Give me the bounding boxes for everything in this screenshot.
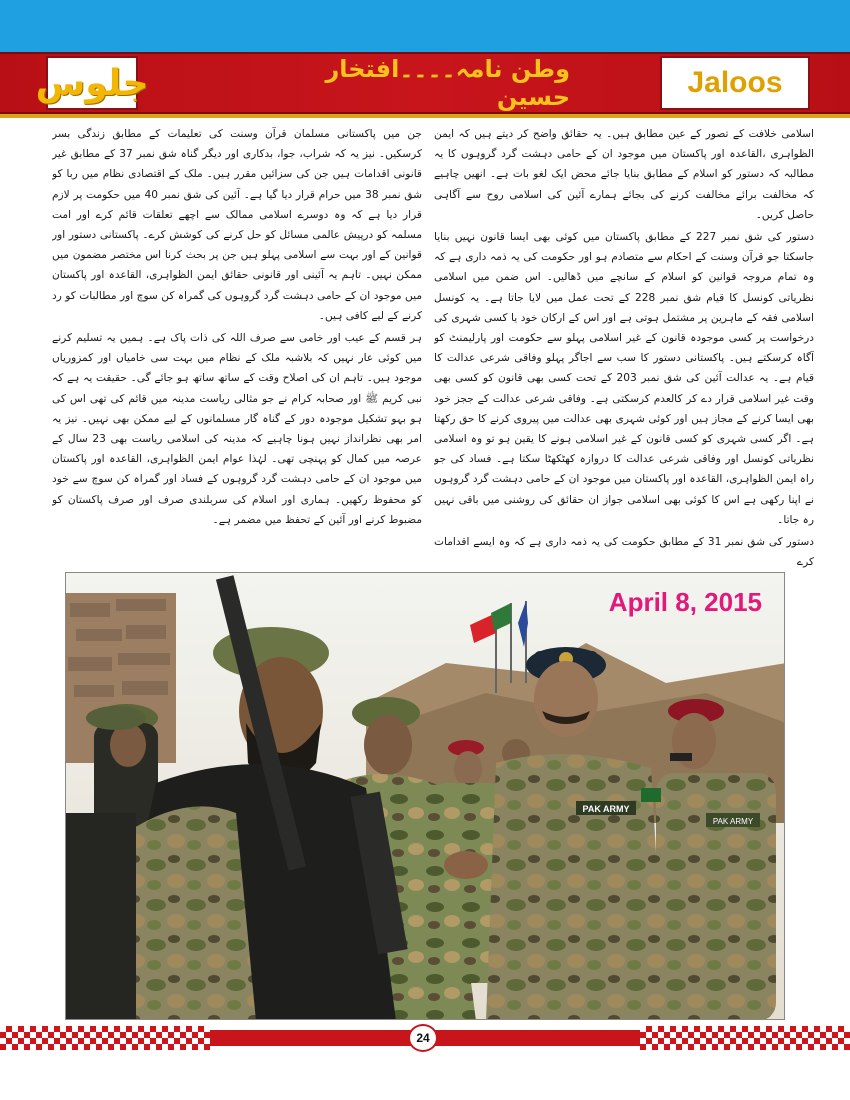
paragraph: دستور کی شق نمبر 227 کے مطابق پاکستان میں کوئی بھی ایسا قانون نہیں بنایا جاسکتا جو قرآن وسنت کے احکام سے متصادم ہو اور حکومت کی یہ ذمہ داری ہے کہ وہ تمام مروجہ قوانین کو اسلام کے سانچے میں ڈھالیں۔ اس ضمن میں اسلامی نظریاتی کونسل کا قیام شق نمبر 228 کے تحت عمل میں لایا جاتا ہے۔ یہ کونسل اسلامی فقہ کے ماہرین پر مشتمل ہوتی ہے اور اس کے ارکان خود یا کسی شہری کی درخواست پر کسی موجودہ قانون کے غیر اسلامی پہلو سے حکومت اور پارلیمنٹ کو آگاہ کرسکتے ہیں۔ پاکستانی دستور کا سب سے اجاگر پہلو وفاقی شرعی عدالت کا قیام ہے۔ یہ عدالت آئین کی شق نمبر 203 کے تحت کسی بھی قانون کو کسی بھی وقت غیر اسلامی قرار دے کر کالعدم کرسکتی ہے۔ وفاقی شرعی عدالت کے ججز خود بھی ایسا کرنے کے مجاز ہیں اور کوئی شہری بھی عدالت میں پیروی کرنے کا حق رکھتا ہے۔ اگر کسی شہری کو کسی قانون کے غیر اسلامی ہونے کا یقین ہو تو وہ اسلامی نظریاتی کونسل اور وفاقی شرعی عدالت کا دروازہ کھٹکھٹا سکتا ہے۔ فساد کی جو راہ ایمن الظواہری، القاعدہ اور پاکستان میں موجود ان کے حامی دہشت گرد گروہوں نے اپنا رکھی ہے اس کا کوئی بھی اسلامی جواز ان حقائق کی روشنی میں باقی نہیں رہ جاتا۔: [434, 231, 814, 526]
paragraph: جن میں پاکستانی مسلمان قرآن وسنت کی تعلیمات کے مطابق زندگی بسر کرسکیں۔ نیز یہ کہ شراب، جوا، بدکاری اور دیگر گناہ شق نمبر 37 کے مطابق غیر قانونی اقدامات ہیں جن کی سزائیں مقرر ہیں۔ ملک کے اقتصادی نظام میں ربا کو شق نمبر 38 میں حرام قرار دیا گیا ہے۔ آئین کی شق نمبر 40 میں حکومت پر لازم قرار دیا ہے کہ وہ دوسرے اسلامی ممالک سے اچھے تعلقات قائم کرے اور امت مسلمہ کو درپیش عالمی مسائل کو حل کرنے کی کوشش کرے۔ پاکستانی دستور اور قوانین کے اور بہت سے اسلامی پہلو ہیں جن پر بحث کرنا اس مختصر مضمون میں ممکن نہیں۔ تاہم یہ آئینی اور قانونی حقائق ایمن الظواہری، القاعدہ اور پاکستان میں موجود ان کے حامی دہشت گرد گروہوں کی گمراہ کن سوچ اور مطالبات کو رد کرنے کے لیے کافی ہیں۔: [52, 128, 422, 322]
paragraph: دستور کی شق نمبر 31 کے مطابق حکومت کی یہ ذمہ داری ہے کہ وہ ایسے اقدامات کرے: [434, 536, 814, 569]
paragraph: ہر قسم کے عیب اور خامی سے صرف اللہ کی ذات پاک ہے۔ ہمیں یہ تسلیم کرنے میں کوئی عار نہیں کہ بلاشبہ ملک کے نظام میں بہت سی خامیاں اور کمزوریاں موجود ہیں۔ تاہم ان کی اصلاح وقت کے ساتھ ساتھ ہو جائے گی۔ حقیقت یہ ہے کہ نبی کریم ﷺ اور صحابہ کرام نے جو مثالی ریاست مدینہ میں قائم کی تھی اس کی ہو بہو تشکیل موجودہ دور کے گناہ گار مسلمانوں کے لیے ممکن بھی نہیں۔ نیز یہ امر بھی نظرانداز نہیں ہونا چاہیے کہ مدینہ کی اسلامی ریاست بھی 23 سال کے عرصہ میں کمال کو پہنچی تھی۔ لہٰذا عوام ایمن الظواہری، القاعدہ اور پاکستان میں موجود ان کے حامی دہشت گرد گروہوں کے فساد اور گمراہ کن سوچ سے خود کو محفوظ رکھیں۔ ہماری اور اسلام کی سربلندی صرف اور صرف پاکستان کو مضبوط کرنے اور آئین کے تحفظ میں مضمر ہے۔: [52, 332, 422, 526]
magazine-logo: [35, 56, 149, 110]
name-tape: PAK ARMY: [712, 817, 754, 826]
article-column-left: [52, 124, 422, 570]
name-tape: PAK ARMY: [582, 804, 630, 814]
photo-illustration: [66, 573, 785, 1020]
article-photo: [65, 572, 785, 1020]
paragraph: اسلامی خلافت کے تصور کے عین مطابق ہیں۔ یہ حقائق واضح کر دیتے ہیں کہ ایمن الظواہری ،القاعدہ اور پاکستان میں موجود ان کے حامی دہشت گرد گروہوں کا یہ مطالبہ کہ دستور کو اسلام کے مطابق بنایا جائے محض ایک لغو بات ہے۔ انھیں چاہیے کہ مخالفت برائے مخالفت کرنے کی بجائے ہمارے آئین کی اسلامی روح سے آگاہی حاصل کریں۔: [434, 128, 814, 221]
brand-text: Jaloos: [687, 66, 783, 99]
page-number: 24: [408, 1024, 438, 1052]
logo-text: جلوس: [35, 62, 149, 104]
header-divider: [0, 114, 850, 118]
top-color-band: [0, 0, 850, 52]
brand-logo: [660, 56, 810, 110]
page-footer: [0, 1022, 850, 1056]
footer-checker-right: [640, 1026, 850, 1050]
column-title: وطن نامہ۔۔۔۔افتخار حسین: [325, 55, 570, 111]
footer-checker-left: [0, 1026, 210, 1050]
photo-date-caption: April 8, 2015: [608, 587, 762, 617]
article-column-right: [434, 124, 814, 570]
